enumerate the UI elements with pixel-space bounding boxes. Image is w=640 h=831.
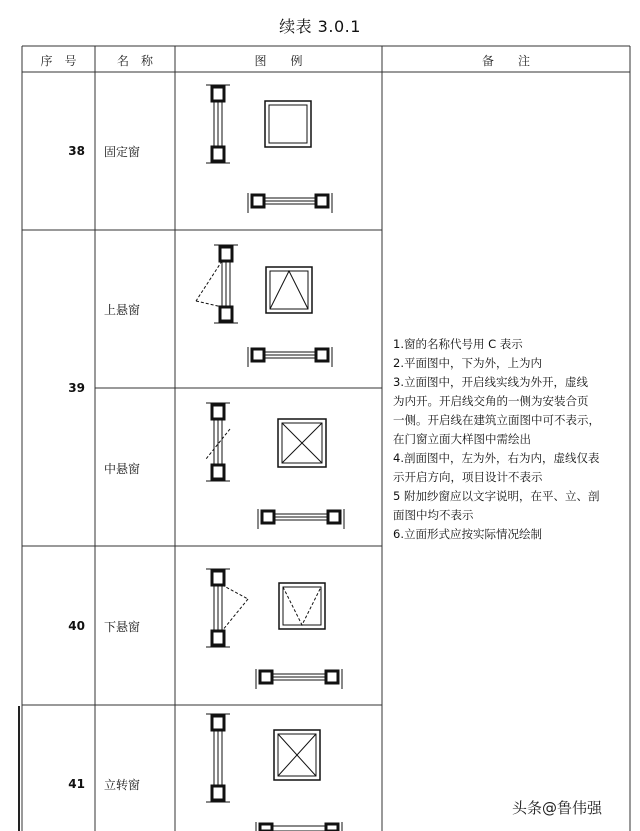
note-line: 3.立面图中，开启线实线为外开，虚线 bbox=[393, 375, 588, 389]
row-name: 中悬窗 bbox=[104, 462, 141, 476]
note-line: 6.立面形式应按实际情况绘制 bbox=[393, 527, 542, 541]
note-line: 为内开。开启线交角的一侧为安装合页 bbox=[393, 394, 589, 408]
row-number: 39 bbox=[68, 381, 85, 395]
header-notes: 备 注 bbox=[481, 54, 530, 68]
note-line: 一侧。开启线在建筑立面图中可不表示， bbox=[393, 413, 600, 427]
note-line: 1.窗的名称代号用 C 表示 bbox=[393, 337, 523, 351]
row-number: 38 bbox=[68, 144, 85, 158]
watermark: 头条@鲁伟强 bbox=[512, 799, 603, 817]
row-name: 下悬窗 bbox=[104, 620, 141, 634]
fixed-window-legend-drawing bbox=[176, 73, 381, 229]
row-number: 41 bbox=[68, 777, 85, 791]
center-pivot-window-legend-drawing bbox=[176, 389, 381, 545]
top-hung-window-legend-drawing bbox=[176, 231, 381, 387]
left-margin-bar bbox=[18, 706, 20, 831]
row-number: 40 bbox=[68, 619, 85, 633]
note-line: 2.平面图中，下为外，上为内 bbox=[393, 356, 542, 370]
note-line: 4.剖面图中，左为外，右为内，虚线仅表 bbox=[393, 451, 600, 465]
header-name: 名 称 bbox=[116, 54, 153, 68]
table-title: 续表 3.0.1 bbox=[279, 17, 361, 36]
header-legend: 图 例 bbox=[254, 54, 303, 68]
note-line: 面图中均不表示 bbox=[393, 508, 474, 522]
note-line: 示开启方向，项目设计不表示 bbox=[393, 470, 543, 484]
row-name: 立转窗 bbox=[104, 778, 141, 792]
pivot-window-legend-drawing bbox=[176, 706, 381, 831]
bottom-hung-window-legend-drawing bbox=[176, 547, 381, 704]
note-line: 5 附加纱窗应以文字说明，在平、立、剖 bbox=[393, 489, 600, 503]
header-seq: 序 号 bbox=[40, 54, 77, 68]
row-name: 上悬窗 bbox=[104, 303, 141, 317]
row-name: 固定窗 bbox=[104, 145, 141, 159]
note-line: 在门窗立面大样图中需绘出 bbox=[393, 432, 531, 446]
notes-text bbox=[393, 335, 629, 544]
